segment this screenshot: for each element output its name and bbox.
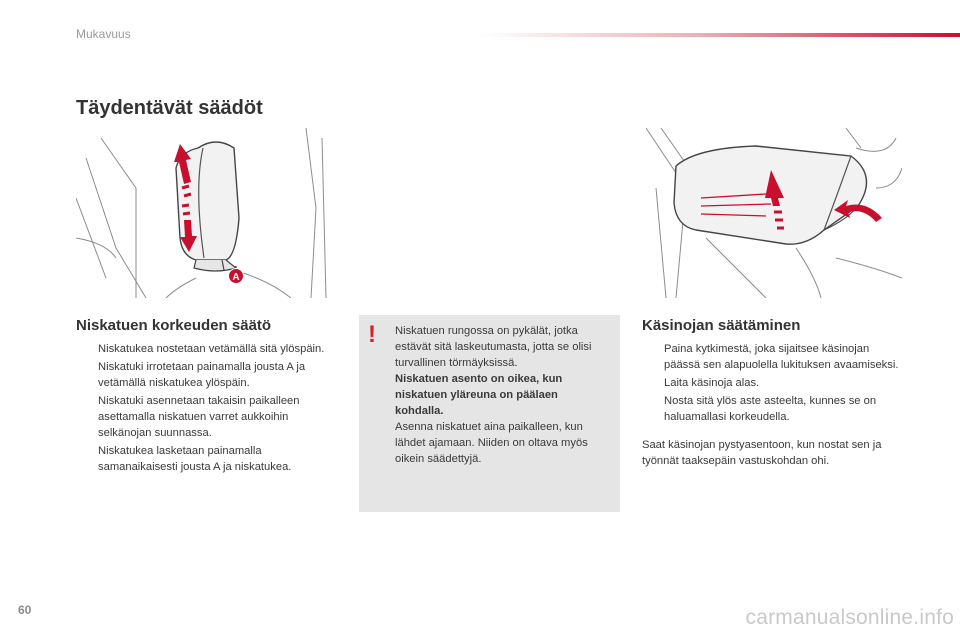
spring-callout-a: A bbox=[232, 272, 240, 283]
headrest-illustration bbox=[76, 128, 330, 298]
header-accent-line bbox=[480, 33, 960, 37]
warning-box bbox=[359, 315, 620, 512]
warning-text: Asenna niskatuet aina paikalleen, kun lähdet ajamaan. Niiden on oltava myös oikein säädettyjä. bbox=[395, 421, 588, 465]
armrest-heading: Käsinojan säätäminen bbox=[642, 317, 801, 334]
list-item: Nosta sitä ylös aste asteelta, kunnes se on haluamallasi korkeudella. bbox=[664, 395, 877, 423]
exclamation-icon: ! bbox=[368, 321, 376, 348]
list-item: Paina kytkimestä, joka sijaitsee käsinojan päässä sen alapuolella lukituksen avaamiseksi. bbox=[664, 343, 899, 371]
watermark: carmanualsonline.info bbox=[745, 606, 954, 629]
armrest-note: Saat käsinojan pystyasentoon, kun nostat sen ja työnnät taaksepäin vastuskohdan ohi. bbox=[642, 439, 882, 467]
list-item: Laita käsinoja alas. bbox=[664, 377, 760, 389]
page-number: 60 bbox=[18, 603, 32, 617]
list-item: Niskatuki asennetaan takaisin paikalleen asettamalla niskatuen varret aukkoihin selkänojan suunnassa. bbox=[98, 395, 300, 439]
warning-strong-text: Niskatuen asento on oikea, kun niskatuen yläreuna on päälaen kohdalla. bbox=[395, 373, 563, 417]
list-item: Niskatuki irrotetaan painamalla jousta A ja vetämällä niskatukea ylöspäin. bbox=[98, 361, 306, 389]
headrest-steps bbox=[76, 341, 338, 477]
warning-text: Niskatuen rungossa on pykälät, jotka estävät sitä laskeutumasta, jotta se olisi turvallinen törmäyksissä. bbox=[395, 325, 592, 369]
armrest-illustration bbox=[646, 128, 902, 298]
page-title: Täydentävät säädöt bbox=[76, 97, 263, 119]
list-item: Niskatukea nostetaan vetämällä sitä ylöspäin. bbox=[98, 343, 325, 355]
armrest-steps bbox=[642, 341, 904, 427]
headrest-heading: Niskatuen korkeuden säätö bbox=[76, 317, 272, 334]
section-title: Mukavuus bbox=[76, 27, 131, 41]
list-item: Niskatukea lasketaan painamalla samanaikaisesti jousta A ja niskatukea. bbox=[98, 445, 292, 473]
